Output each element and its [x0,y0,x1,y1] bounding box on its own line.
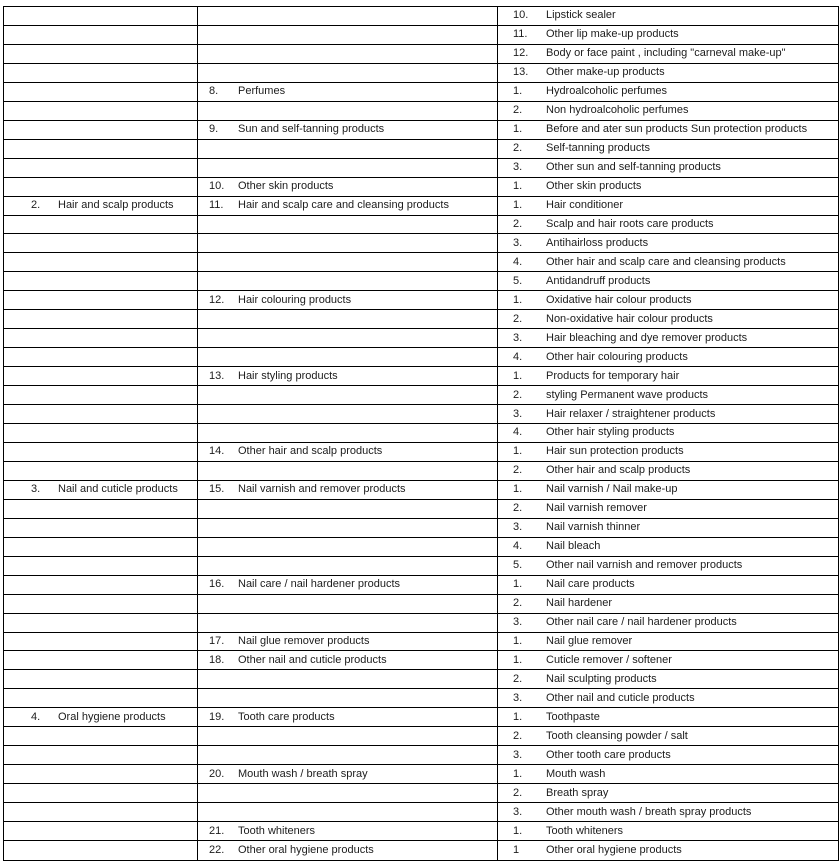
cell-product-type [498,841,838,860]
cell-main-category [4,102,198,121]
cell-product-type [498,557,838,576]
item-label: Other hair colouring products [546,350,688,363]
item-label: Self-tanning products [546,142,650,155]
item-label: Nail varnish and remover products [238,483,406,496]
item-label: Mouth wash / breath spray [238,767,368,780]
cell-subcategory [198,500,498,519]
item-label: Breath spray [546,786,609,799]
cell-subcategory [198,26,498,45]
cell-product-type [498,83,838,102]
cell-subcategory [198,197,498,216]
cell-subcategory [198,822,498,841]
cell-subcategory [198,708,498,727]
item-number: 20. [209,767,225,780]
cell-subcategory [198,670,498,689]
item-label: Hair bleaching and dye remover products [546,331,748,344]
item-number: 2. [513,597,523,610]
item-label: Nail hardener [546,597,613,610]
item-number: 11. [209,199,224,212]
item-number: 8. [209,85,219,98]
item-label: Other tooth care products [546,748,671,761]
cell-subcategory [198,651,498,670]
cell-product-type [498,348,838,367]
item-label: Nail sculpting products [546,672,657,685]
cell-main-category [4,746,198,765]
cell-main-category [4,291,198,310]
item-label: Hair and scalp products [58,199,174,212]
cell-product-type [498,197,838,216]
item-number: 2. [513,672,523,685]
item-number: 14. [209,445,225,458]
item-number: 1. [513,710,523,723]
item-label: Other lip make-up products [546,28,679,41]
item-label: Nail varnish / Nail make-up [546,483,678,496]
cell-product-type [498,45,838,64]
cell-main-category [4,822,198,841]
item-number: 1 [513,844,520,856]
cell-product-type [498,253,838,272]
cell-main-category [4,595,198,614]
item-label: Tooth whiteners [238,824,316,837]
cell-main-category [4,708,198,727]
cell-subcategory [198,216,498,235]
cell-product-type [498,140,838,159]
item-label: Other make-up products [546,66,665,79]
item-label: Other hair and scalp products [238,445,383,458]
item-number: 15. [209,483,225,496]
item-number: 17. [209,635,225,647]
item-label: Perfumes [238,85,286,98]
item-label: Other nail and cuticle products [546,691,695,704]
cell-product-type [498,633,838,652]
item-label: Other mouth wash / breath spray products [546,805,752,818]
cell-subcategory [198,159,498,178]
cell-main-category [4,405,198,424]
item-number: 3. [513,805,523,818]
cell-main-category [4,7,198,26]
cell-main-category [4,803,198,822]
cell-product-type [498,670,838,689]
cell-main-category [4,538,198,557]
cell-subcategory [198,348,498,367]
cell-main-category [4,462,198,481]
cell-product-type [498,329,838,348]
cell-subcategory [198,689,498,708]
item-label: Oral hygiene products [58,710,166,723]
cell-subcategory [198,424,498,443]
cell-subcategory [198,367,498,386]
item-label: Nail varnish remover [546,502,647,515]
item-label: Before and ater sun products Sun protection products [546,123,808,136]
cell-main-category [4,500,198,519]
item-number: 3. [513,236,523,249]
cell-product-type [498,462,838,481]
item-number: 10. [513,9,529,22]
cell-subcategory [198,614,498,633]
item-label: Scalp and hair roots care products [546,217,714,230]
item-number: 18. [209,653,225,666]
item-number: 3. [513,407,523,420]
item-number: 12. [209,293,225,306]
cell-main-category [4,386,198,405]
item-label: Nail glue remover products [238,635,370,647]
item-number: 2. [513,312,523,325]
item-label: Hair relaxer / straightener products [546,407,716,420]
cell-subcategory [198,784,498,803]
item-label: Hair conditioner [546,199,624,212]
item-label: Mouth wash [546,767,606,780]
cell-product-type [498,26,838,45]
item-number: 4. [31,710,41,723]
item-number: 2. [31,199,41,212]
cell-product-type [498,291,838,310]
cell-product-type [498,746,838,765]
cell-subcategory [198,746,498,765]
item-number: 1. [513,445,523,458]
cell-subcategory [198,595,498,614]
item-number: 2. [513,217,523,230]
cell-main-category [4,519,198,538]
item-number: 21. [209,824,225,837]
cell-product-type [498,405,838,424]
item-label: Other skin products [238,180,334,193]
item-number: 1. [513,653,523,666]
item-number: 2. [513,142,523,155]
cell-product-type [498,424,838,443]
cell-main-category [4,64,198,83]
item-number: 2. [513,464,523,477]
cell-product-type [498,386,838,405]
item-number: 1. [513,123,523,136]
cell-main-category [4,576,198,595]
item-number: 19. [209,710,225,723]
cell-subcategory [198,443,498,462]
item-number: 1. [513,199,523,212]
cell-product-type [498,614,838,633]
cell-main-category [4,689,198,708]
cell-main-category [4,45,198,64]
cell-main-category [4,557,198,576]
item-label: Hair and scalp care and cleansing products [238,199,449,212]
item-label: Tooth care products [238,710,335,723]
cell-subcategory [198,576,498,595]
cell-product-type [498,500,838,519]
item-number: 2. [513,786,523,799]
cell-main-category [4,841,198,860]
cell-product-type [498,727,838,746]
cell-subcategory [198,64,498,83]
item-label: Lipstick sealer [546,9,616,22]
cell-main-category [4,481,198,500]
item-number: 1. [513,824,523,837]
cell-main-category [4,765,198,784]
cell-subcategory [198,841,498,860]
cell-product-type [498,121,838,140]
item-number: 4. [513,426,523,439]
item-label: Body or face paint , including "carneval make-up" [546,47,786,60]
cell-product-type [498,708,838,727]
item-label: Other nail care / nail hardener products [546,616,737,629]
cell-product-type [498,178,838,197]
item-label: Hair colouring products [238,293,352,306]
cell-product-type [498,367,838,386]
item-label: Nail varnish thinner [546,521,641,534]
cell-subcategory [198,519,498,538]
item-number: 4. [513,350,523,363]
cell-product-type [498,159,838,178]
cell-subcategory [198,140,498,159]
cell-product-type [498,64,838,83]
cell-product-type [498,234,838,253]
cell-subcategory [198,803,498,822]
cell-main-category [4,348,198,367]
cell-subcategory [198,633,498,652]
item-label: Nail and cuticle products [58,483,178,496]
item-number: 22. [209,844,225,856]
item-label: Other hair and scalp products [546,464,691,477]
cell-product-type [498,216,838,235]
item-label: Non hydroalcoholic perfumes [546,104,689,117]
cell-product-type [498,689,838,708]
cell-subcategory [198,83,498,102]
item-number: 11. [513,28,528,41]
item-label: Nail care products [546,578,635,591]
cell-main-category [4,310,198,329]
item-number: 3. [513,161,523,174]
item-number: 1. [513,85,523,98]
item-label: Other hair and scalp care and cleansing products [546,255,786,268]
item-label: Other hair styling products [546,426,675,439]
cell-main-category [4,159,198,178]
cell-main-category [4,784,198,803]
cell-main-category [4,253,198,272]
cell-main-category [4,272,198,291]
item-label: Other sun and self-tanning products [546,161,721,174]
item-number: 13. [513,66,529,79]
item-label: Other oral hygiene products [546,844,682,856]
cell-product-type [498,481,838,500]
item-number: 1. [513,369,523,382]
item-number: 1. [513,293,523,306]
item-number: 4. [513,540,523,553]
cell-subcategory [198,253,498,272]
cell-product-type [498,576,838,595]
item-label: Products for temporary hair [546,369,680,382]
cell-product-type [498,272,838,291]
item-label: Other skin products [546,180,642,193]
item-label: Non-oxidative hair colour products [546,312,713,325]
cell-subcategory [198,291,498,310]
cell-subcategory [198,727,498,746]
item-number: 10. [209,180,225,193]
item-label: Antidandruff products [546,274,651,287]
item-number: 3. [513,748,523,761]
item-label: Hair styling products [238,369,338,382]
item-label: Other nail varnish and remover products [546,559,743,572]
item-label: Sun and self-tanning products [238,123,385,136]
cell-main-category [4,26,198,45]
cell-main-category [4,670,198,689]
item-number: 5. [513,559,523,572]
cell-main-category [4,197,198,216]
item-label: Hair sun protection products [546,445,684,458]
item-label: Tooth whiteners [546,824,624,837]
cell-product-type [498,443,838,462]
cell-subcategory [198,102,498,121]
cell-product-type [498,310,838,329]
cell-product-type [498,651,838,670]
cell-main-category [4,216,198,235]
item-number: 3. [513,616,523,629]
cell-subcategory [198,121,498,140]
cell-main-category [4,329,198,348]
cell-product-type [498,519,838,538]
item-label: Antihairloss products [546,236,649,249]
cell-subcategory [198,538,498,557]
cell-subcategory [198,7,498,26]
item-number: 3. [31,483,41,496]
cell-subcategory [198,45,498,64]
cell-main-category [4,83,198,102]
item-number: 2. [513,388,523,401]
item-number: 1. [513,578,523,591]
cell-subcategory [198,234,498,253]
cell-main-category [4,443,198,462]
cell-subcategory [198,481,498,500]
cell-product-type [498,538,838,557]
item-label: Nail glue remover [546,635,633,647]
item-label: Nail care / nail hardener products [238,578,401,591]
item-number: 2. [513,729,523,742]
cell-main-category [4,367,198,386]
item-number: 2. [513,104,523,117]
item-number: 16. [209,578,225,591]
cell-product-type [498,765,838,784]
cell-subcategory [198,178,498,197]
cell-product-type [498,784,838,803]
item-number: 13. [209,369,225,382]
cell-product-type [498,803,838,822]
cell-product-type [498,822,838,841]
cell-subcategory [198,462,498,481]
item-number: 5. [513,274,523,287]
category-table-grid [3,6,839,861]
item-label: styling Permanent wave products [546,388,709,401]
item-number: 1. [513,180,523,193]
item-number: 3. [513,521,523,534]
cell-main-category [4,424,198,443]
cell-subcategory [198,405,498,424]
item-label: Cuticle remover / softener [546,653,672,666]
cell-subcategory [198,329,498,348]
item-number: 4. [513,255,523,268]
item-label: Oxidative hair colour products [546,293,692,306]
cell-main-category [4,633,198,652]
item-number: 1. [513,483,523,496]
item-number: 1. [513,635,523,647]
cell-product-type [498,7,838,26]
cell-subcategory [198,310,498,329]
cell-subcategory [198,765,498,784]
cell-main-category [4,140,198,159]
item-number: 1. [513,767,523,780]
item-number: 12. [513,47,529,60]
item-label: Other nail and cuticle products [238,653,387,666]
cell-main-category [4,651,198,670]
item-label: Tooth cleansing powder / salt [546,729,688,742]
cell-subcategory [198,557,498,576]
cell-subcategory [198,272,498,291]
item-number: 2. [513,502,523,515]
cell-product-type [498,102,838,121]
item-number: 3. [513,331,523,344]
item-label: Nail bleach [546,540,601,553]
product-category-table [3,6,839,861]
item-label: Toothpaste [546,710,600,723]
item-number: 9. [209,123,219,136]
cell-main-category [4,121,198,140]
cell-main-category [4,178,198,197]
cell-main-category [4,614,198,633]
item-label: Other oral hygiene products [238,844,374,856]
cell-subcategory [198,386,498,405]
item-number: 3. [513,691,523,704]
cell-main-category [4,727,198,746]
cell-product-type [498,595,838,614]
cell-main-category [4,234,198,253]
item-label: Hydroalcoholic perfumes [546,85,668,98]
